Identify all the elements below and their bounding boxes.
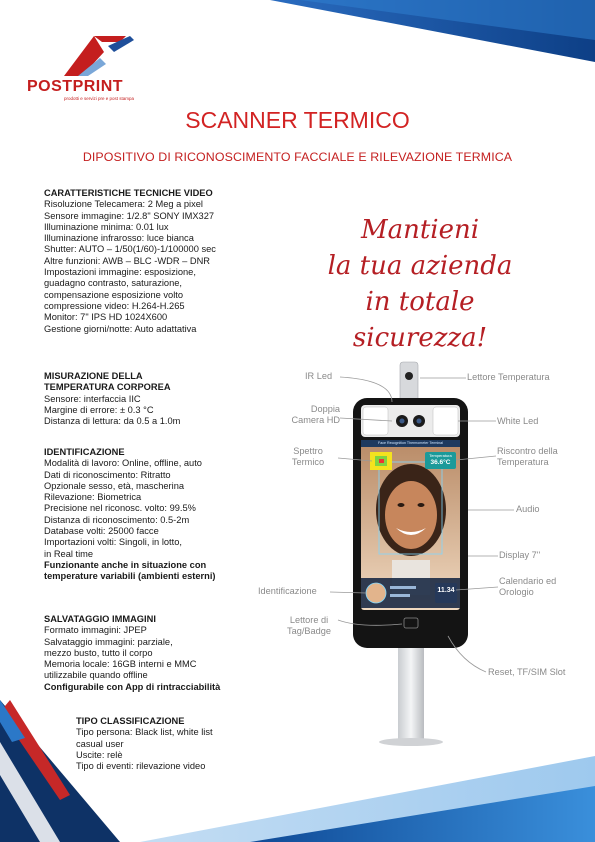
page-title: SCANNER TERMICO bbox=[185, 107, 410, 133]
spec-line: casual user bbox=[76, 738, 124, 749]
callout-ir-led: IR Led bbox=[305, 371, 333, 381]
spec-line: Gestione giorni/notte: Auto adattativa bbox=[44, 323, 197, 334]
callout-thermal-spectrum-line: Termico bbox=[291, 457, 325, 467]
spec-line: Uscite: relè bbox=[76, 749, 123, 760]
spec-line: guadagno contrasto, saturazione, bbox=[44, 278, 183, 289]
spec-video-heading: CARATTERISTICHE TECNICHE VIDEO bbox=[44, 188, 213, 198]
callout-audio: Audio bbox=[516, 504, 540, 514]
callout-display: Display 7'' bbox=[499, 550, 541, 560]
spec-line: compressione video: H.264-H.265 bbox=[44, 300, 185, 311]
spec-line: Rilevazione: Biometrica bbox=[44, 492, 142, 503]
brand-name: POSTPRINT bbox=[27, 78, 124, 95]
temp-badge-value: 36.6°C bbox=[430, 459, 451, 466]
callout-calendar-clock bbox=[499, 576, 556, 598]
spec-identification-heading: IDENTIFICAZIONE bbox=[44, 447, 125, 457]
spec-line: Impostazioni immagine: esposizione, bbox=[44, 267, 196, 278]
callout-calendar-clock-line: Calendario ed bbox=[499, 576, 557, 586]
spec-line: Importazioni volti: Singoli, in lotto, bbox=[44, 537, 182, 548]
temp-badge-label: Temperatura bbox=[429, 453, 452, 458]
spec-line: Tipo di eventi: rilevazione video bbox=[76, 761, 206, 772]
spec-line: Database volti: 25000 facce bbox=[44, 526, 159, 537]
callout-tag-reader-line: Tag/Badge bbox=[287, 626, 331, 636]
callout-thermal-spectrum-line: Spettro bbox=[293, 446, 323, 456]
screen-header: Face Recognition Thermometer Terminal bbox=[378, 441, 443, 445]
callout-temp-reader: Lettore Temperatura bbox=[467, 372, 550, 382]
spec-line: Memoria locale: 16GB interni e MMC bbox=[44, 659, 197, 670]
spec-line: Illuminazione minima: 0.01 lux bbox=[44, 221, 169, 232]
callout-temp-feedback bbox=[497, 446, 558, 468]
spec-line: Formato immagini: JPEP bbox=[44, 625, 147, 636]
temp-reader-head bbox=[400, 362, 418, 402]
callout-dual-cam-line: Doppia bbox=[310, 404, 340, 414]
callout-identification: Identificazione bbox=[258, 586, 317, 596]
stand-pole bbox=[398, 640, 424, 742]
spec-line: Opzionale sesso, età, mascherina bbox=[44, 480, 185, 491]
spec-line: Sensore: interfaccia IIC bbox=[44, 393, 141, 404]
callout-temp-feedback-line: Temperatura bbox=[497, 457, 549, 467]
callout-tag-reader bbox=[280, 615, 338, 637]
spec-classification-heading: TIPO CLASSIFICAZIONE bbox=[76, 716, 185, 726]
spec-line: Illuminazione infrarosso: luce bianca bbox=[44, 233, 194, 244]
spec-temperature-heading-2: TEMPERATURA CORPOREA bbox=[44, 382, 171, 393]
spec-line: compensazione esposizione volto bbox=[44, 289, 184, 300]
slogan-line: la tua azienda bbox=[327, 251, 513, 281]
spec-line: Margine di errore: ± 0.3 °C bbox=[44, 404, 154, 415]
spec-line: Sensore immagine: 1/2.8" SONY IMX327 bbox=[44, 210, 215, 221]
spec-temperature-heading: MISURAZIONE DELLA bbox=[44, 371, 143, 381]
spec-line: Distanza di riconoscimento: 0.5-2m bbox=[44, 514, 190, 525]
spec-note-bold: temperature variabili (ambienti esterni) bbox=[44, 571, 216, 582]
spec-line: Altre funzioni: AWB – BLC -WDR – DNR bbox=[44, 255, 211, 266]
spec-line: mezzo busto, tutto il corpo bbox=[44, 647, 153, 658]
slogan-line: in totale sicurezza! bbox=[352, 287, 488, 353]
callout-reset-slot: Reset, TF/SIM Slot bbox=[488, 667, 566, 677]
spec-line: Monitor: 7" IPS HD 1024X600 bbox=[44, 312, 168, 323]
spec-line: Modalità di lavoro: Online, offline, auto bbox=[44, 458, 202, 469]
spec-line: Distanza di lettura: da 0.5 a 1.0m bbox=[44, 416, 181, 427]
brand-tagline: prodotti e servizi pre e post stampa bbox=[64, 96, 135, 101]
callout-temp-feedback-line: Riscontro della bbox=[497, 446, 558, 456]
callout-calendar-clock-line: Orologio bbox=[499, 587, 534, 597]
spec-line: Salvataggio immagini: parziale, bbox=[44, 636, 173, 647]
spec-line: utilizzabile quando offline bbox=[44, 670, 148, 681]
callout-white-led: White Led bbox=[497, 416, 539, 426]
callout-dual-cam-line: Camera HD bbox=[291, 415, 340, 425]
spec-line: Dati di riconoscimento: Ritratto bbox=[44, 469, 171, 480]
spec-storage-heading: SALVATAGGIO IMMAGINI bbox=[44, 614, 156, 624]
screen-clock: 11.34 bbox=[437, 587, 455, 594]
spec-line: Risoluzione Telecamera: 2 Meg a pixel bbox=[44, 199, 203, 210]
spec-note-bold: Configurabile con App di rintracciabilità bbox=[44, 681, 221, 692]
slogan-line: Mantieni bbox=[360, 215, 480, 245]
spec-line: Shutter: AUTO – 1/50(1/60)-1/100000 sec bbox=[44, 244, 216, 255]
spec-line: in Real time bbox=[44, 548, 94, 559]
spec-line: Tipo persona: Black list, white list bbox=[76, 727, 213, 738]
callout-dual-cam bbox=[270, 404, 340, 426]
spec-line: Precisione nel riconosc. volto: 99.5% bbox=[44, 503, 196, 514]
spec-note-bold: Funzionante anche in situazione con bbox=[44, 559, 207, 570]
callout-tag-reader-line: Lettore di bbox=[289, 615, 329, 625]
callout-thermal-spectrum bbox=[278, 446, 338, 468]
page-subtitle: DIPOSITIVO DI RICONOSCIMENTO FACCIALE E RILEVAZIONE TERMICA bbox=[82, 150, 513, 164]
